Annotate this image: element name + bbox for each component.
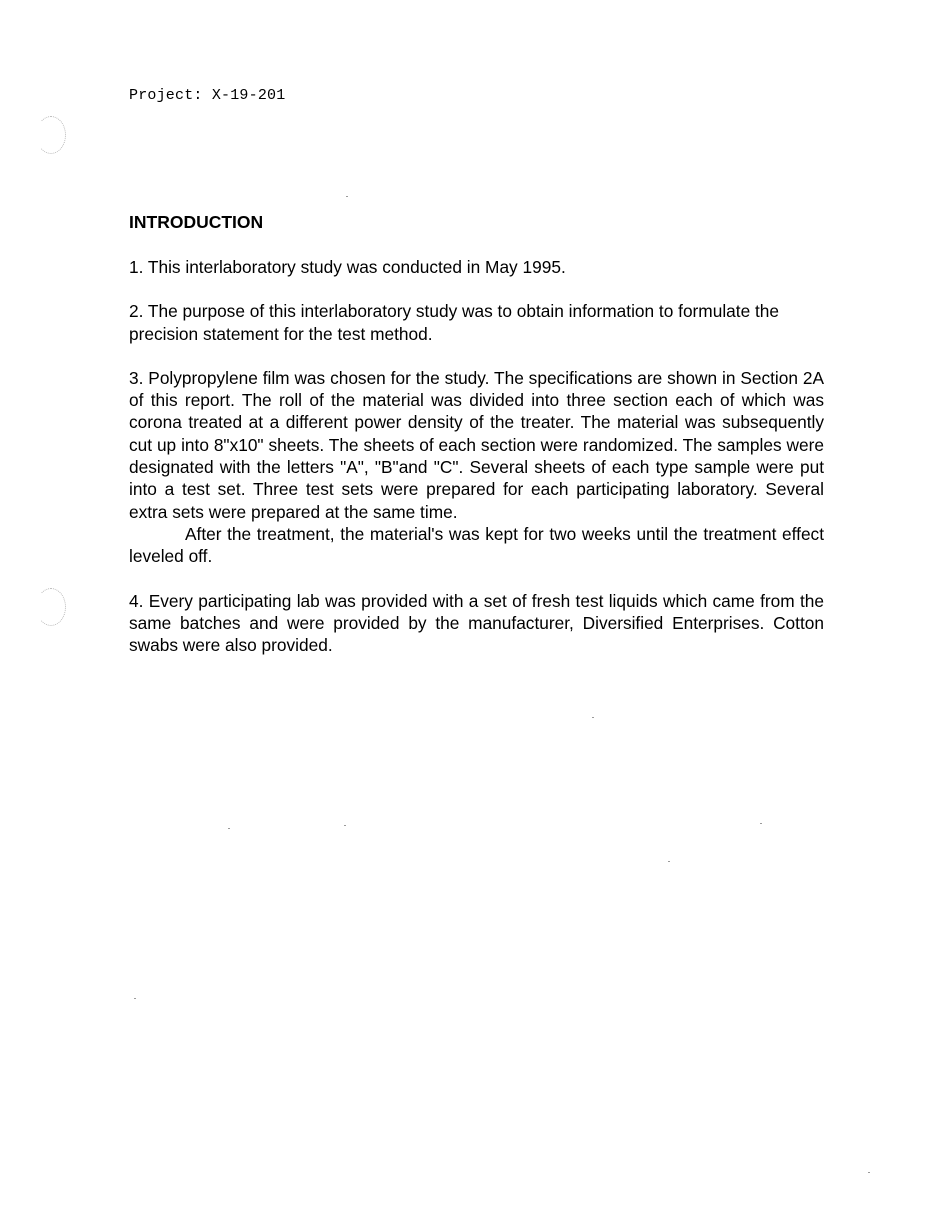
scan-speck <box>344 825 346 826</box>
scan-speck <box>592 717 594 718</box>
paragraph-3-continuation: After the treatment, the material's was kept for two weeks until the treatment effect leveled off. <box>129 523 824 567</box>
scan-speck <box>346 196 348 197</box>
paragraph-4: 4. Every participating lab was provided with a set of fresh test liquids which came from the same batches and were provided by the manufacturer, Diversified Enterprises. Cotton swabs were also provided. <box>129 590 824 656</box>
scan-speck <box>668 861 670 862</box>
scan-speck <box>134 998 136 999</box>
project-identifier: Project: X-19-201 <box>129 87 286 104</box>
paragraph-3: 3. Polypropylene film was chosen for the study. The specifications are shown in Section 2A of this report. The roll of the material was divided into three section each of which was corona treated at a different power density of the treater. The material was subsequently cut up into 8"x10" sheets. The sheets of each section were randomized. The samples were designated with the letters "A", "B"and "C". Several sheets of each type sample were put into a test set. Three test sets were prepared for each participating laboratory. Several extra sets were prepared at the same time. <box>129 367 824 522</box>
scan-speck <box>868 1172 870 1173</box>
paragraph-1: 1. This interlaboratory study was conducted in May 1995. <box>129 257 566 277</box>
punch-hole-mark-middle <box>36 588 66 626</box>
paragraph-2: 2. The purpose of this interlaboratory study was to obtain information to formulate the precision statement for the test method. <box>129 301 780 344</box>
scan-speck <box>760 823 762 824</box>
document-body <box>129 210 824 678</box>
scan-speck <box>228 828 230 829</box>
section-heading: INTRODUCTION <box>129 212 264 232</box>
punch-hole-mark-top <box>36 116 66 154</box>
